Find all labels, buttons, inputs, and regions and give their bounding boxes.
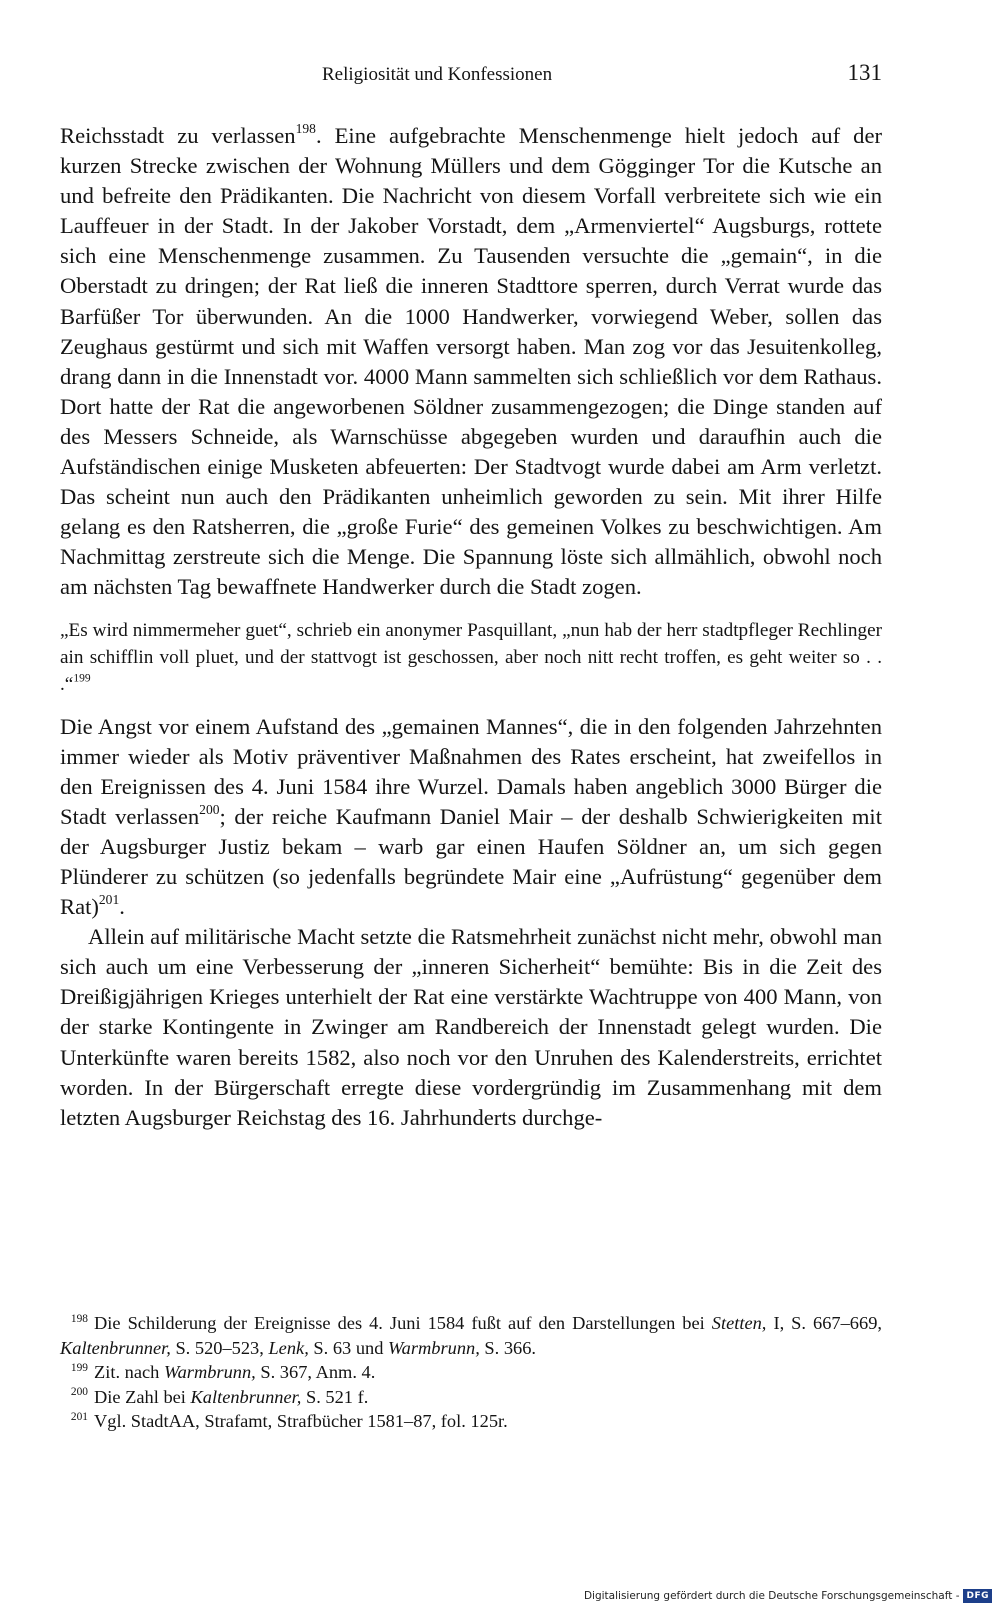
main-text [60,121,882,1133]
footnote-text: S. 521 f. [301,1386,369,1407]
footnote-text: S. 367, Anm. 4. [255,1362,376,1382]
paragraph-2 [60,712,882,923]
footnote-text: Vgl. StadtAA, Strafamt, Strafbücher 1581–87, fol. 125r. [94,1411,508,1431]
footnote-text: I, S. 667–669, [766,1313,882,1333]
footnote-ref-200: 200 [199,801,220,817]
running-title: Religiosität und Konfessionen [322,64,553,85]
paragraph-2-text-b: ; der reiche Kaufmann Daniel Mair – der deshalb Schwierigkeiten mit der Augsburger Justiz bekam – warb gar einen Haufen Söldner an, um sich gegen Plünderer zu schützen (so jedenfalls begründete Mair eine „Aufrüstung“ gegenüber dem Rat) [60,803,882,920]
block-quote-text: „Es wird nimmermeher guet“, schrieb ein anonymer Pasquillant, „nun hab der herr stadtpfleger Rechlinger ain schifflin voll pluet, und der stattvogt ist geschossen, aber noch nitt recht troffen, es geht weiter so . . .“ [60,619,882,695]
page-number: 131 [847,60,882,85]
footnote-200: 200 Die Zahl bei Kaltenbrunner, S. 521 f. [70,1386,369,1407]
author-name: Warmbrunn, [163,1362,256,1382]
footnote-ref-198: 198 [295,120,316,136]
footnotes [60,1311,882,1434]
paragraph-2-text-a: Die Angst vor einem Aufstand des „gemainen Mannes“, die in den folgenden Jahrzehnten immer wieder als Motiv präventiver Maßnahmen des Rates erscheint, hat zweifellos in den Ereignissen des 4. Juni 1584 ihre Wurzel. Damals haben angeblich 3000 Bürger die Stadt verlassen [60,713,882,829]
footnote-201: 201 Vgl. StadtAA, Strafamt, Strafbücher 1581–87, fol. 125r. [70,1410,508,1431]
credit-text: Digitalisierung gefördert durch die Deutsche Forschungsgemeinschaft - [583,1590,960,1602]
paragraph-1-text-b: . Eine aufgebrachte Menschenmenge hielt jedoch auf der kurzen Strecke zwischen der Wohnung Müllers und dem Gögginger Tor die Kutsche an und befreite den Prädikanten. Die Nachricht von diesem Vorfall verbreitete sich wie ein Lauffeuer in der Stadt. In der Jakober Vorstadt, dem „Armenviertel“ Augsburgs, rottete sich eine Menschenmenge zusammen. Zu Tausenden versuchte die „gemain“, in die Oberstadt zu dringen; der Rat ließ die inneren Stadttore sperren, durch Verrat wurde das Barfüßer Tor überwunden. An die 1000 Handwerker, vorwiegend Weber, sollen das Zeughaus gestürmt und sich mit Waffen versorgt haben. Man zog vor das Jesuitenkolleg, drang dann in die Innenstadt vor. 4000 Mann sammelten sich schließlich vor dem Rathaus. Dort hatte der Rat die angeworbenen Söldner zusammengezogen; die Dinge standen auf des Messers Schneide, als Warnschüsse abgegeben wurden und daraufhin auch die Aufständischen einige Musketen abfeuerten: Der Stadtvogt wurde dabei am Arm verletzt. Das scheint nun auch den Prädikanten unheimlich geworden zu sein. Mit ihrer Hilfe gelang es den Ratsherren, die „große Furie“ des gemeinen Volkes zu beschwichtigen. Am Nachmittag zerstreute sich die Menge. Die Spannung löste sich allmählich, obwohl noch am nächsten Tag bewaffnete Handwerker durch die Stadt zogen. [60,123,882,600]
page-header [60,60,882,96]
author-name: Kaltenbrunner, [190,1386,302,1407]
digitization-credit [584,1589,992,1603]
footnote-text: Die Zahl bei [94,1386,191,1407]
footnote-text: Zit. nach [94,1362,164,1382]
footnote-text: S. 520–523, [170,1337,269,1358]
author-name: Kaltenbrunner, [60,1337,171,1358]
paragraph-1 [60,121,882,603]
footnote-ref-201: 201 [98,891,120,907]
paragraph-1-text-a: Reichsstadt zu verlassen [60,123,296,148]
paragraph-3: Allein auf militärische Macht setzte die Ratsmehrheit zunächst nicht mehr, obwohl man sich auch um eine Verbesserung der „inneren Sicherheit“ bemühte: Bis in die Zeit des Dreißigjährigen Krieges unterhielt der Rat eine verstärkte Wachtruppe von 400 Mann, von der starke Kontingente in Zwinger am Randbereich der Innenstadt gelegt wurden. Die Unterkünfte waren bereits 1582, also noch vor den Unruhen des Kalenderstreits, errichtet worden. In der Bürgerschaft erregte diese vordergründig im Zusammenhang mit dem letzten Augsburger Reichstag des 16. Jahrhunderts durchge- [60,924,882,1130]
author-name: Lenk, [268,1337,309,1358]
footnote-text: S. 366. [479,1337,537,1358]
author-name: Stetten, [711,1313,767,1333]
footnote-text: Die Schilderung der Ereignisse des 4. Juni 1584 fußt auf den Darstellungen bei [94,1313,712,1333]
paragraph-2-text-c: . [119,894,125,920]
block-quote [60,617,882,698]
footnote-198: 198 Die Schilderung der Ereignisse des 4. Juni 1584 fußt auf den Darstellungen bei Stetten, I, S. 667–669, Kaltenbrunner, S. 520–523, Lenk, S. 63 und Warmbrunn, S. 366. [60,1312,882,1358]
footnote-199: 199 Zit. nach Warmbrunn, S. 367, Anm. 4. [70,1361,376,1382]
footnote-text: S. 63 und [308,1337,389,1358]
author-name: Warmbrunn, [388,1337,480,1358]
dfg-logo-icon: DFG [963,1589,992,1603]
footnote-ref-199: 199 [73,671,91,684]
